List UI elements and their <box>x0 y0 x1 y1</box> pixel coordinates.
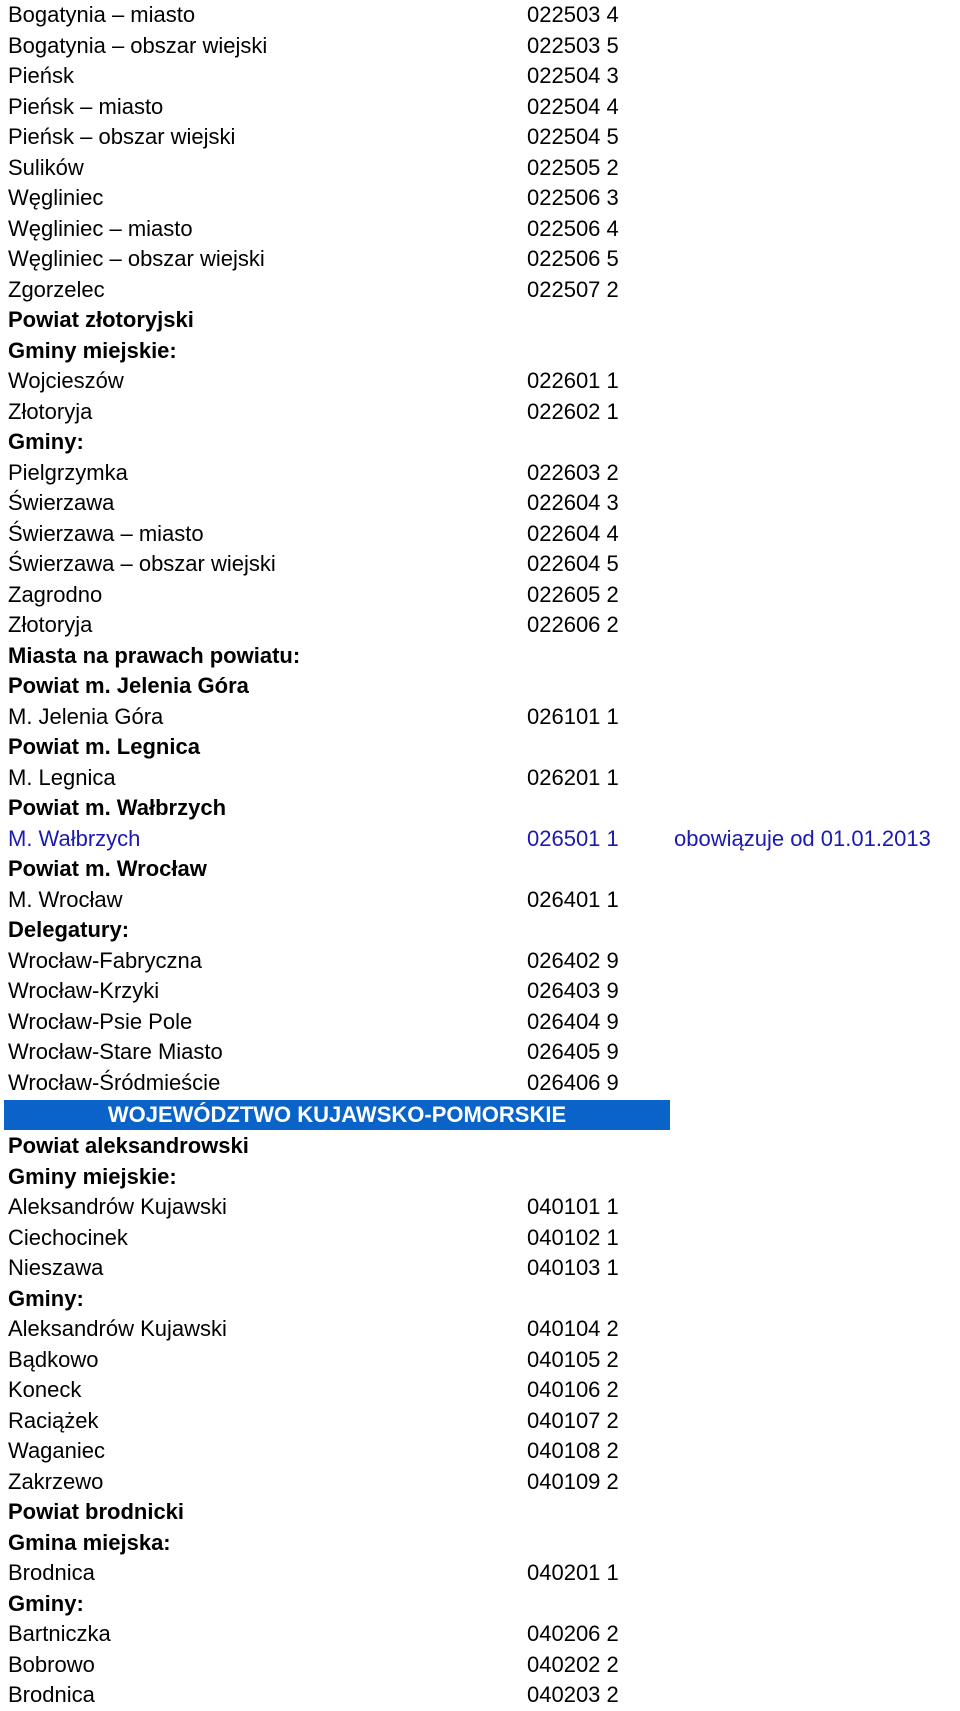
unit-row <box>0 1436 960 1467</box>
unit-row <box>0 488 960 519</box>
section-heading <box>0 1528 960 1559</box>
unit-row <box>0 458 960 489</box>
unit-code: 022506 3 <box>527 185 619 210</box>
unit-row <box>0 1253 960 1284</box>
heading-label: Gminy: <box>8 1285 84 1311</box>
unit-name: Zakrzewo <box>8 1468 104 1494</box>
unit-name: Węgliniec – obszar wiejski <box>8 246 265 271</box>
voivodeship-title: WOJEWÓDZTWO KUJAWSKO-POMORSKIE <box>4 1100 670 1130</box>
unit-code: 022504 5 <box>527 124 619 149</box>
unit-row <box>0 92 960 123</box>
unit-name: Wrocław-Stare Miasto <box>8 1039 223 1064</box>
unit-name: Bogatynia – miasto <box>8 2 196 27</box>
unit-code: 026404 9 <box>527 1008 619 1034</box>
voivodeship-banner <box>0 1098 960 1131</box>
unit-name: Wojcieszów <box>8 368 124 393</box>
unit-code: 040106 2 <box>527 1377 619 1402</box>
unit-name: M. Jelenia Góra <box>8 703 164 729</box>
unit-name: Koneck <box>8 1377 82 1402</box>
section-heading <box>0 1284 960 1315</box>
heading-label: Gmina miejska: <box>8 1529 171 1555</box>
unit-code: 022604 3 <box>527 490 619 515</box>
section-heading <box>0 427 960 458</box>
unit-name: Złotoryja <box>8 398 93 424</box>
unit-name: Raciążek <box>8 1407 99 1433</box>
unit-code: 022505 2 <box>527 154 619 180</box>
unit-row <box>0 0 960 31</box>
unit-name: Świerzawa <box>8 490 115 515</box>
unit-row <box>0 1467 960 1498</box>
unit-row <box>0 153 960 184</box>
unit-code: 040101 1 <box>527 1194 619 1219</box>
unit-code: 026401 1 <box>527 886 619 912</box>
unit-name: Świerzawa – obszar wiejski <box>8 551 276 576</box>
section-heading <box>0 671 960 702</box>
unit-name: Bartniczka <box>8 1621 111 1646</box>
unit-row <box>0 366 960 397</box>
unit-code: 022503 5 <box>527 32 619 58</box>
unit-row <box>0 275 960 306</box>
section-heading <box>0 1589 960 1620</box>
unit-code: 026501 1 <box>527 825 619 851</box>
unit-code: 022601 1 <box>527 368 619 393</box>
unit-name: Pielgrzymka <box>8 459 128 485</box>
unit-row <box>0 549 960 580</box>
unit-name: Węgliniec <box>8 185 104 210</box>
unit-name: Pieńsk <box>8 63 75 88</box>
unit-code: 022504 3 <box>527 63 619 88</box>
unit-row <box>0 976 960 1007</box>
unit-name: Węgliniec – miasto <box>8 215 193 241</box>
unit-code: 026405 9 <box>527 1039 619 1064</box>
heading-label: Powiat m. Wałbrzych <box>8 795 227 820</box>
unit-code: 040109 2 <box>527 1468 619 1494</box>
unit-code: 026402 9 <box>527 947 619 973</box>
unit-code: 026406 9 <box>527 1069 619 1095</box>
heading-label: Gminy miejskie: <box>8 1163 177 1189</box>
unit-name: Pieńsk – miasto <box>8 93 164 119</box>
unit-code: 026201 1 <box>527 764 619 790</box>
heading-label: Powiat brodnicki <box>8 1499 185 1524</box>
unit-row <box>0 214 960 245</box>
unit-row <box>0 702 960 733</box>
unit-row <box>0 183 960 214</box>
heading-label: Gminy: <box>8 1590 84 1616</box>
unit-name: Ciechocinek <box>8 1224 128 1250</box>
heading-label: Powiat m. Legnica <box>8 734 200 759</box>
heading-label: Powiat m. Jelenia Góra <box>8 673 249 698</box>
validity-note: obowiązuje od 01.01.2013 <box>674 825 931 851</box>
unit-name: M. Wałbrzych <box>8 825 141 851</box>
unit-name: Nieszawa <box>8 1255 104 1280</box>
unit-name: Bądkowo <box>8 1346 99 1372</box>
unit-name: Wrocław-Krzyki <box>8 978 160 1003</box>
unit-name: Wrocław-Fabryczna <box>8 947 202 973</box>
unit-code: 022507 2 <box>527 276 619 302</box>
unit-code: 022604 5 <box>527 551 619 576</box>
unit-row <box>0 610 960 641</box>
section-heading <box>0 641 960 672</box>
unit-code: 026403 9 <box>527 978 619 1003</box>
section-heading <box>0 915 960 946</box>
unit-row <box>0 1345 960 1376</box>
unit-row <box>0 885 960 916</box>
unit-row <box>0 519 960 550</box>
unit-row <box>0 1068 960 1099</box>
unit-code: 022605 2 <box>527 581 619 607</box>
heading-label: Powiat złotoryjski <box>8 307 194 332</box>
section-heading <box>0 305 960 336</box>
unit-row <box>0 1314 960 1345</box>
unit-name: Brodnica <box>8 1682 95 1707</box>
unit-name: Wrocław-Śródmieście <box>8 1069 221 1095</box>
unit-row <box>0 1037 960 1068</box>
unit-code: 040201 1 <box>527 1560 619 1585</box>
unit-name: Bogatynia – obszar wiejski <box>8 32 268 58</box>
unit-code: 022606 2 <box>527 612 619 637</box>
unit-code: 022506 5 <box>527 246 619 271</box>
unit-code: 022604 4 <box>527 520 619 546</box>
unit-row <box>0 1680 960 1711</box>
section-heading <box>0 1162 960 1193</box>
unit-row <box>0 1650 960 1681</box>
heading-label: Powiat m. Wrocław <box>8 856 207 881</box>
unit-row <box>0 1375 960 1406</box>
unit-row <box>0 946 960 977</box>
heading-label: Gminy: <box>8 429 84 454</box>
unit-code: 026101 1 <box>527 703 619 729</box>
unit-name: Złotoryja <box>8 612 93 637</box>
unit-row <box>0 1007 960 1038</box>
unit-code: 040103 1 <box>527 1255 619 1280</box>
unit-row <box>0 31 960 62</box>
heading-label: Powiat aleksandrowski <box>8 1133 249 1158</box>
unit-name: Aleksandrów Kujawski <box>8 1316 227 1341</box>
unit-row <box>0 1223 960 1254</box>
unit-code: 040108 2 <box>527 1438 619 1463</box>
section-heading <box>0 336 960 367</box>
section-heading <box>0 1131 960 1162</box>
unit-row <box>0 61 960 92</box>
unit-name: Wrocław-Psie Pole <box>8 1008 193 1034</box>
unit-name: M. Legnica <box>8 764 116 790</box>
unit-row <box>0 1619 960 1650</box>
unit-code: 022504 4 <box>527 93 619 119</box>
unit-code: 040203 2 <box>527 1682 619 1707</box>
unit-row <box>0 1192 960 1223</box>
unit-name: Brodnica <box>8 1560 95 1585</box>
unit-row <box>0 244 960 275</box>
unit-code: 040107 2 <box>527 1407 619 1433</box>
unit-code: 040105 2 <box>527 1346 619 1372</box>
unit-row <box>0 397 960 428</box>
unit-row <box>0 1558 960 1589</box>
unit-name: Świerzawa – miasto <box>8 520 204 546</box>
unit-name: Zgorzelec <box>8 276 105 302</box>
unit-name: Aleksandrów Kujawski <box>8 1194 227 1219</box>
unit-row <box>0 763 960 794</box>
unit-code: 022603 2 <box>527 459 619 485</box>
heading-label: Gminy miejskie: <box>8 337 177 363</box>
unit-name: Pieńsk – obszar wiejski <box>8 124 236 149</box>
unit-code: 040202 2 <box>527 1651 619 1677</box>
unit-code: 040206 2 <box>527 1621 619 1646</box>
unit-code: 022506 4 <box>527 215 619 241</box>
unit-row <box>0 122 960 153</box>
unit-row <box>0 1406 960 1437</box>
unit-code: 040102 1 <box>527 1224 619 1250</box>
unit-name: M. Wrocław <box>8 886 123 912</box>
section-heading <box>0 854 960 885</box>
unit-code: 040104 2 <box>527 1316 619 1341</box>
unit-name: Zagrodno <box>8 581 103 607</box>
section-heading <box>0 1497 960 1528</box>
unit-name: Sulików <box>8 154 84 180</box>
unit-name: Waganiec <box>8 1438 106 1463</box>
unit-code: 022503 4 <box>527 2 619 27</box>
heading-label: Miasta na prawach powiatu: <box>8 642 301 668</box>
section-heading <box>0 793 960 824</box>
unit-row <box>0 580 960 611</box>
heading-label: Delegatury: <box>8 917 130 942</box>
section-heading <box>0 732 960 763</box>
unit-row <box>0 824 960 855</box>
unit-name: Bobrowo <box>8 1651 95 1677</box>
unit-code: 022602 1 <box>527 398 619 424</box>
